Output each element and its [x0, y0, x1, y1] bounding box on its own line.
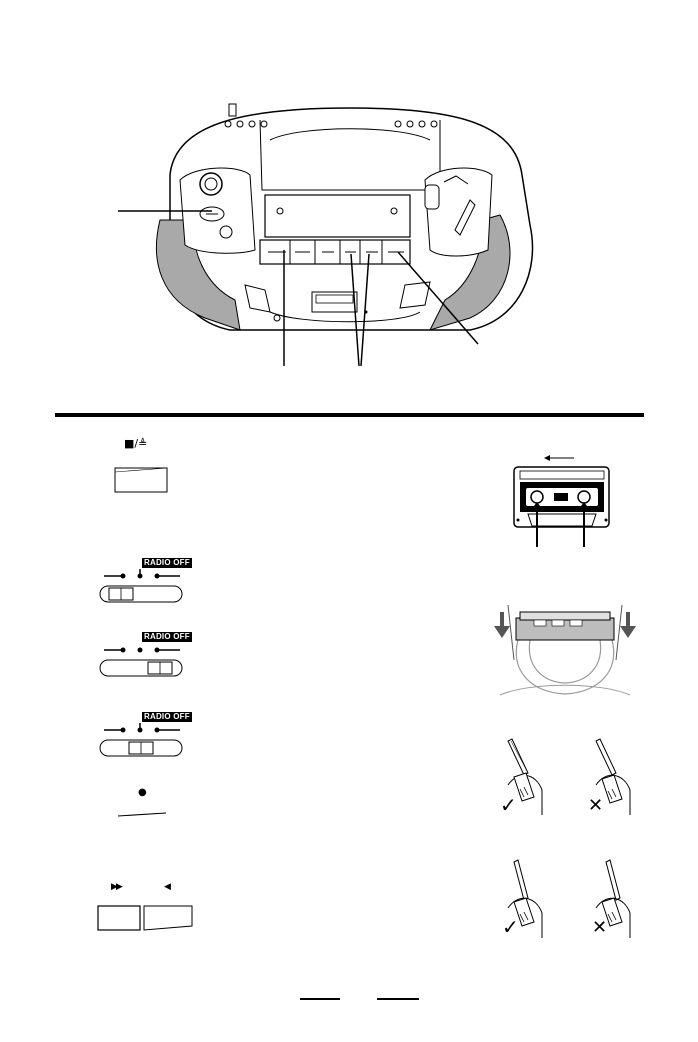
boombox-illustration — [0, 0, 698, 400]
section-divider — [55, 413, 644, 417]
stop-eject-button — [114, 467, 168, 493]
rewind-icon: ◀ — [164, 882, 171, 892]
ff-rewind-buttons — [96, 904, 196, 932]
record-icon: ● — [138, 787, 147, 798]
function-switch-radio — [96, 720, 188, 760]
check-mark-icon: ✓ — [502, 915, 519, 939]
fast-forward-icon: ▶▶ — [111, 882, 121, 892]
radio-off-label: RADIO OFF — [144, 712, 190, 721]
function-switch-radio-off — [96, 640, 188, 680]
radio-off-label: RADIO OFF — [144, 632, 190, 641]
footer-rule-right — [377, 998, 419, 1000]
cassette-tape-illustration — [500, 450, 620, 550]
cross-mark-icon: ✕ — [592, 917, 608, 938]
record-button — [116, 810, 168, 818]
stop-eject-icon: ■/≜ — [124, 437, 148, 450]
cross-mark-icon: ✕ — [588, 795, 604, 816]
function-switch-tape — [96, 566, 188, 606]
footer-rule-left — [300, 998, 340, 1000]
check-mark-icon: ✓ — [500, 793, 517, 817]
cassette-insert-illustration — [490, 600, 640, 705]
radio-off-label: RADIO OFF — [144, 558, 190, 567]
